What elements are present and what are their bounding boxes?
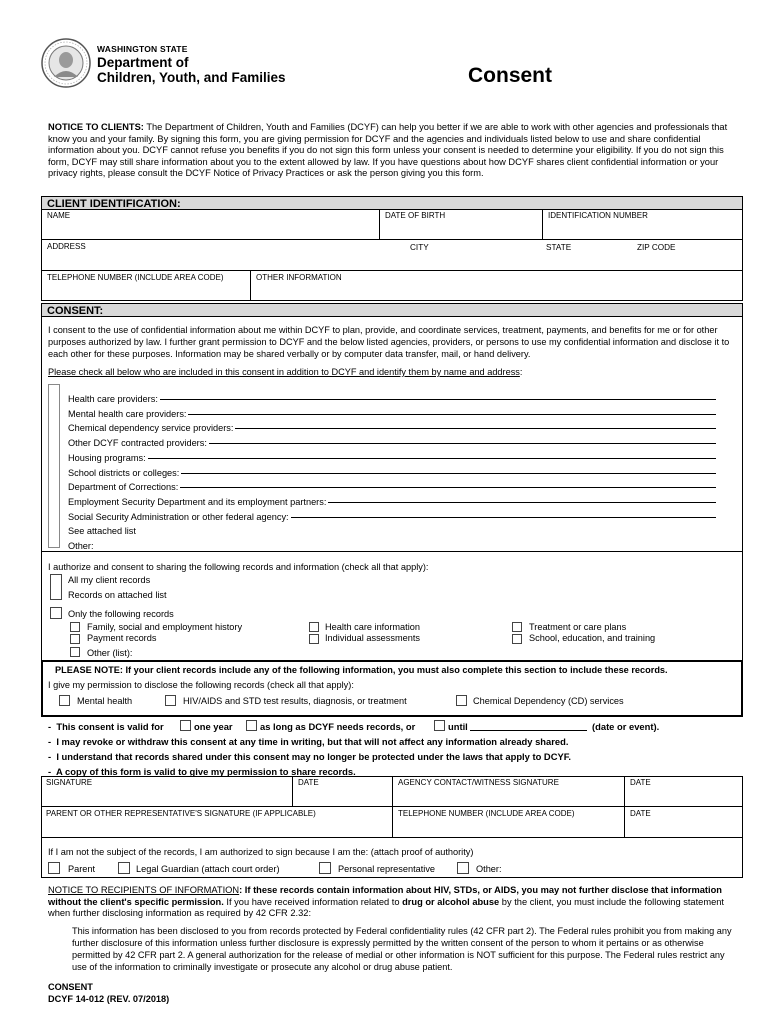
name-field[interactable]: NAME	[41, 209, 380, 240]
date-of-birth-field[interactable]: DATE OF BIRTH	[380, 209, 543, 240]
hiv-aids-label: HIV/AIDS and STD test results, diagnosis, or treatment	[183, 696, 407, 706]
needs-records-checkbox[interactable]	[246, 720, 257, 731]
agency-date-field[interactable]: DATE	[625, 776, 743, 807]
provider-name-field[interactable]	[68, 399, 716, 400]
one-year-label: one year	[194, 721, 233, 732]
notice-to-recipients: NOTICE TO RECIPIENTS OF INFORMATION: If these records contain information about HIV, STDs, or AIDS, you may not further disclose that information without the client's specific permission. If you have received information related to drug or alcohol abuse by the client, you must include the following statement when further disclosing information as required by 42 CFR 2.32:	[48, 885, 725, 919]
health-care-info-label: Health care information	[325, 622, 420, 632]
please-note-title: PLEASE NOTE: If your client records include any of the following information, you must also complete this section to include these records.	[55, 665, 668, 675]
other-authority-label: Other:	[476, 864, 502, 874]
agency-signature-field[interactable]: AGENCY CONTACT/WITNESS SIGNATURE	[393, 776, 625, 807]
provider-row[interactable]	[68, 492, 716, 507]
all-records-label: All my client records	[68, 575, 151, 585]
attached-records-label: Records on attached list	[68, 590, 167, 600]
provider-checkbox-column	[48, 384, 60, 548]
chemical-dependency-checkbox[interactable]	[456, 695, 467, 706]
family-history-checkbox[interactable]	[70, 622, 80, 632]
until-checkbox[interactable]	[434, 720, 445, 731]
provider-label: Other DCYF contracted providers:	[68, 438, 207, 449]
signature-date-field[interactable]: DATE	[293, 776, 393, 807]
zip-code-label: ZIP CODE	[637, 243, 676, 252]
needs-records-label: as long as DCYF needs records, or	[260, 721, 416, 732]
health-care-info-checkbox[interactable]	[309, 622, 319, 632]
provider-label: Housing programs:	[68, 452, 146, 463]
provider-row[interactable]	[68, 521, 716, 537]
agency-name-line2: Children, Youth, and Families	[97, 70, 286, 85]
telephone-field[interactable]: TELEPHONE NUMBER (INCLUDE AREA CODE)	[41, 271, 251, 301]
provider-label: Employment Security Department and its employment partners:	[68, 496, 327, 507]
records-intro: I authorize and consent to sharing the following records and information (check all that apply):	[48, 562, 429, 572]
state-seal-logo	[40, 37, 92, 89]
other-list-checkbox[interactable]	[70, 647, 80, 657]
state-label: STATE	[546, 243, 572, 252]
validity-line-2: - I may revoke or withdraw this consent at any time in writing, but that will not affect any information already shared.	[48, 736, 569, 747]
provider-row[interactable]	[68, 433, 716, 449]
school-education-checkbox[interactable]	[512, 634, 522, 644]
provider-row[interactable]	[68, 448, 716, 463]
date-or-event-label: (date or event).	[592, 721, 660, 732]
provider-row[interactable]	[68, 477, 716, 493]
individual-assessments-checkbox[interactable]	[309, 634, 319, 644]
provider-name-field[interactable]	[68, 458, 716, 459]
provider-label: Health care providers:	[68, 394, 158, 404]
page-title: Consent	[468, 64, 552, 87]
only-records-label: Only the following records	[68, 609, 174, 619]
footer-form-number: DCYF 14-012 (REV. 07/2018)	[48, 994, 170, 1004]
school-education-label: School, education, and training	[529, 633, 656, 643]
provider-row[interactable]	[68, 536, 716, 551]
parent-checkbox[interactable]	[48, 862, 60, 874]
all-records-checkbox[interactable]	[50, 574, 62, 600]
treatment-plans-label: Treatment or care plans	[529, 622, 627, 632]
provider-row[interactable]	[68, 404, 716, 419]
other-list-label: Other (list):	[87, 648, 133, 658]
divider	[41, 551, 743, 552]
provider-label: Other:	[68, 541, 94, 551]
please-note-permission: I give my permission to disclose the following records (check all that apply):	[48, 680, 354, 690]
federal-statement: This information has been disclosed to you from records protected by Federal confidentiality rules (42 CFR part 2). The Federal rules prohibit you from making any further disclosure of this information unless further disclosure is expressly permitted by the written consent of the person to whom it pertains or as otherwise permitted by 42 CFR part 2. A general authorization for the release of medial or other information is NOT sufficient for this purpose. The Federal rules restrict any use of the information to criminally investigate or prosecute any alcohol or drug abuse patient.	[72, 926, 732, 972]
provider-label: Department of Corrections:	[68, 482, 179, 493]
address-field[interactable]: ADDRESS	[41, 240, 743, 271]
validity-line-4: - A copy of this form is valid to give my permission to share records.	[48, 766, 356, 777]
agency-state: WASHINGTON STATE	[97, 44, 188, 54]
identification-number-field[interactable]: IDENTIFICATION NUMBER	[543, 209, 743, 240]
until-date-field[interactable]	[470, 730, 587, 731]
not-subject-text: If I am not the subject of the records, I am authorized to sign because I am the: (attach proof of authority)	[48, 847, 474, 857]
provider-label: Mental health care providers:	[68, 408, 187, 419]
parent-phone-field[interactable]: TELEPHONE NUMBER (INCLUDE AREA CODE)	[393, 807, 625, 838]
chemical-dependency-label: Chemical Dependency (CD) services	[473, 696, 624, 706]
provider-label: Chemical dependency service providers:	[68, 423, 234, 434]
notice-to-clients: NOTICE TO CLIENTS: The Department of Children, Youth and Families (DCYF) can help you better if we are able to work with other agencies and professionals that know you and your family. By signing this form, you are giving permission for DCYF and the agencies and individuals listed below to use and share confidential information about you. DCYF cannot refuse you benefits if you do not sign this form unless your consent is needed to determine your eligibility. If you do not sign this form, DCYF may still share information about you to the extent allowed by law. If you have questions about how DCYF shares client confidential information or your privacy rights, please consult the DCYF Notice of Privacy Practices or ask the person giving you this form.	[48, 122, 728, 179]
treatment-plans-checkbox[interactable]	[512, 622, 522, 632]
validity-line-3: - I understand that records shared under this consent may no longer be protected under the laws that apply to DCYF.	[48, 751, 572, 762]
check-instruction: Please check all below who are included in this consent in addition to DCYF and identify them by name and address:	[48, 367, 523, 377]
payment-records-checkbox[interactable]	[70, 634, 80, 644]
client-id-header: CLIENT IDENTIFICATION:	[41, 196, 743, 210]
parent-date-field[interactable]: DATE	[625, 807, 743, 838]
consent-header: CONSENT:	[41, 303, 743, 317]
until-label: until	[448, 721, 468, 732]
family-history-label: Family, social and employment history	[87, 622, 243, 632]
one-year-checkbox[interactable]	[180, 720, 191, 731]
footer-form-name: CONSENT	[48, 982, 93, 992]
provider-label: School districts or colleges:	[68, 467, 180, 478]
agency-name-line1: Department of	[97, 55, 189, 70]
personal-representative-label: Personal representative	[338, 864, 436, 874]
provider-row[interactable]	[68, 389, 716, 404]
hiv-aids-checkbox[interactable]	[165, 695, 176, 706]
legal-guardian-label: Legal Guardian (attach court order)	[136, 864, 280, 874]
individual-assessments-label: Individual assessments	[325, 633, 420, 643]
provider-row[interactable]	[68, 418, 716, 434]
validity-line-1: - This consent is valid for	[48, 721, 164, 732]
mental-health-label: Mental health	[77, 696, 133, 706]
provider-label: See attached list	[68, 526, 136, 537]
city-label: CITY	[410, 243, 429, 252]
provider-label: Social Security Administration or other federal agency:	[68, 511, 289, 522]
provider-row[interactable]	[68, 507, 716, 522]
consent-text: I consent to the use of confidential information about me within DCYF to plan, provide, and coordinate services, treatment, payments, and benefits for me or for other purposes authorized by law. I further grant permission to DCYF and the below listed agencies, providers, or persons to use my confidential information and disclose it to each other for these purposes. Information may be shared verbally or by computer data transfer, mail, or hand delivery.	[48, 325, 730, 359]
payment-records-label: Payment records	[87, 633, 157, 643]
only-records-checkbox[interactable]	[50, 607, 62, 619]
provider-row[interactable]	[68, 463, 716, 478]
parent-label: Parent	[68, 864, 96, 874]
legal-guardian-checkbox[interactable]	[118, 862, 130, 874]
other-authority-checkbox[interactable]	[457, 862, 469, 874]
signature-field[interactable]: SIGNATURE	[41, 776, 293, 807]
parent-signature-field[interactable]: PARENT OR OTHER REPRESENTATIVE'S SIGNATURE (IF APPLICABLE)	[41, 807, 393, 838]
personal-representative-checkbox[interactable]	[319, 862, 331, 874]
mental-health-checkbox[interactable]	[59, 695, 70, 706]
other-information-field[interactable]: OTHER INFORMATION	[251, 271, 743, 301]
